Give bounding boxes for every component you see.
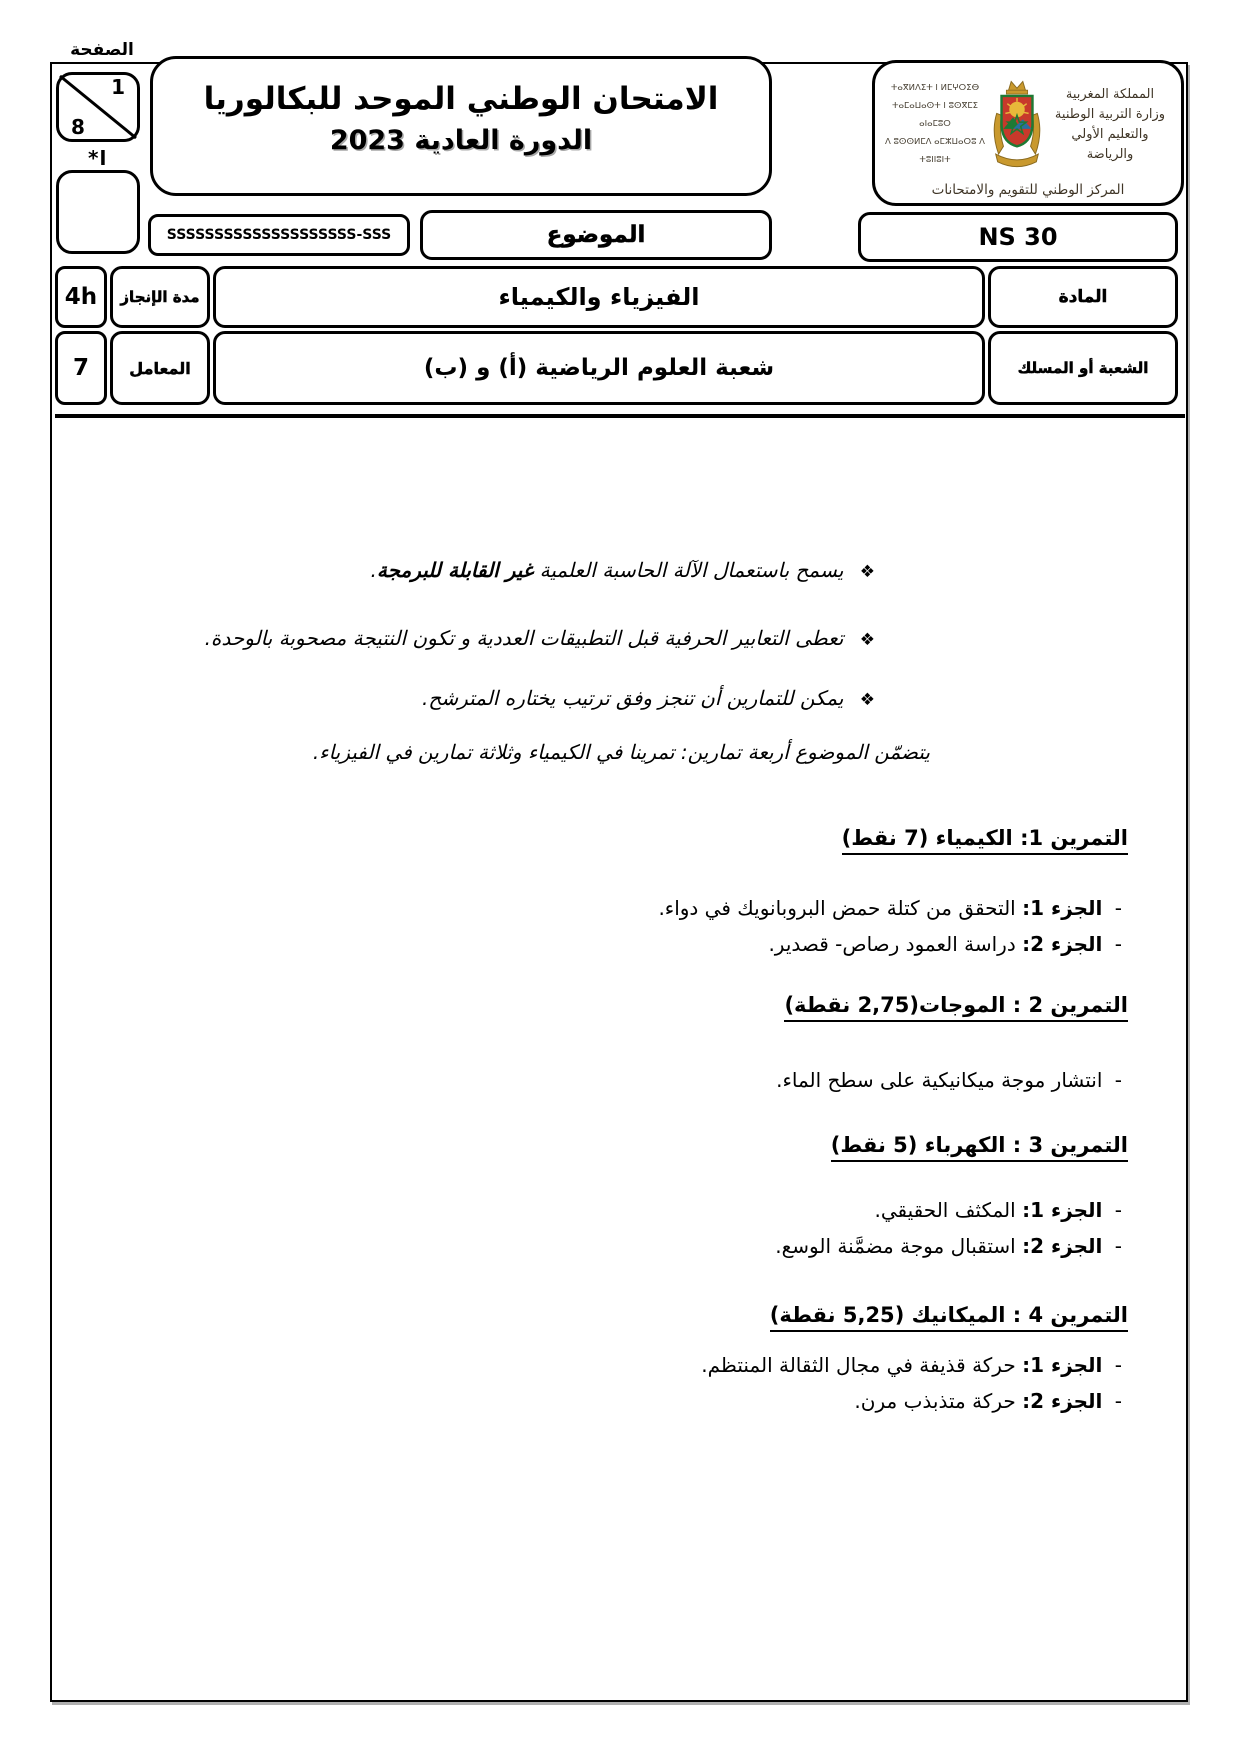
ministry-box — [872, 60, 1184, 206]
exercise-title: التمرين 3 : الكهرباء (5 نقط) — [831, 1133, 1128, 1162]
exercise-4-heading — [770, 1303, 1128, 1327]
dash-marker: - — [1114, 1198, 1122, 1222]
ministry-line: والتعليم الأولي والرياضة — [1071, 127, 1149, 163]
instruction-text: يسمح باستعمال الآلة الحاسبة العلمية — [533, 558, 844, 582]
exercise-part — [775, 1192, 1122, 1228]
dash-marker: - — [1114, 896, 1122, 920]
exercise-part — [701, 1383, 1122, 1419]
part-text: دراسة العمود رصاص- قصدير. — [768, 932, 1023, 956]
footnote-letter: ا — [99, 146, 107, 170]
morocco-coat-of-arms-icon — [987, 75, 1047, 175]
exercise-1-parts — [658, 890, 1122, 962]
part-label: الجزء 2: — [1022, 932, 1103, 956]
diamond-bullet-icon: ❖ — [859, 630, 875, 650]
tifinagh-line: ⵜⴰⵎⴰⵡⴰⵙⵜ ⵏ ⵓⵙⴳⵎⵉ ⴰⵏⴰⵎⵓⵔ — [891, 101, 979, 130]
duration-value-box — [55, 266, 107, 328]
footnote-mark — [88, 146, 106, 170]
part-text: المكثف الحقيقي. — [874, 1198, 1023, 1222]
tifinagh-line: ⴷ ⵓⵙⵙⵍⵎⴷ ⴰⵎⵣⵡⴰⵔⵓ ⴷ ⵜⵓⵏⵏⵓⵏⵜ — [885, 136, 985, 165]
branch-value-box — [213, 331, 985, 405]
coefficient-value-box — [55, 331, 107, 405]
tifinagh-line: ⵜⴰⴳⵍⴷⵉⵜ ⵏ ⵍⵎⵖⵔⵉⴱ — [890, 83, 980, 94]
instruction-item-3 — [422, 686, 875, 710]
instruction-text-bold: غير القابلة للبرمجة — [376, 558, 534, 582]
dash-marker: - — [1114, 932, 1122, 956]
dash-marker: - — [1114, 1068, 1122, 1092]
ministry-header-row — [883, 69, 1173, 181]
part-label: الجزء 1: — [1022, 896, 1103, 920]
branch-label: الشعبة أو المسلك — [1017, 359, 1149, 377]
ministry-line: المملكة المغربية — [1065, 86, 1155, 102]
page-total: 8 — [71, 115, 85, 139]
instruction-item-1 — [371, 558, 875, 582]
subject-value-box — [213, 266, 985, 328]
exam-title: الامتحان الوطني الموحد للبكالوريا — [203, 81, 719, 117]
coefficient-value: 7 — [72, 355, 89, 381]
part-text: انتشار موجة ميكانيكية على سطح الماء. — [776, 1068, 1103, 1092]
candidate-code-box — [148, 214, 410, 256]
page-current: 1 — [111, 75, 125, 99]
subject-sheet-label: الموضوع — [546, 222, 646, 248]
ministry-line: وزارة التربية الوطنية — [1054, 106, 1166, 122]
diamond-bullet-icon: ❖ — [859, 562, 875, 582]
candidate-code: SSSSSSSSSSSSSSSSSSSS-SSS — [166, 227, 392, 243]
part-label: الجزء 1: — [1022, 1198, 1103, 1222]
subject-label-box — [988, 266, 1178, 328]
exercise-part — [658, 890, 1122, 926]
part-label: الجزء 1: — [1022, 1353, 1103, 1377]
dash-marker: - — [1114, 1234, 1122, 1258]
diamond-bullet-icon: ❖ — [859, 690, 875, 710]
part-label: الجزء 2: — [1022, 1234, 1103, 1258]
exercise-title: التمرين 4 : الميكانيك (5,25 نقطة) — [770, 1303, 1128, 1332]
branch-label-box — [988, 331, 1178, 405]
instruction-text: يمكن للتمارين أن تنجز وفق ترتيب يختاره المترشح. — [422, 686, 844, 710]
reference-code: NS 30 — [978, 223, 1058, 251]
instruction-text-end: . — [370, 558, 377, 582]
page-number-label: الصفحة — [70, 40, 134, 60]
part-text: حركة متذبذب مرن. — [854, 1389, 1023, 1413]
duration-value: 4h — [64, 284, 98, 310]
subject-sheet-box — [420, 210, 772, 260]
coefficient-label: المعامل — [129, 358, 191, 378]
ministry-arabic-text — [1047, 85, 1173, 166]
header-separator — [55, 414, 1185, 418]
part-label: الجزء 2: — [1022, 1389, 1103, 1413]
exercise-title: التمرين 2 : الموجات(2,75 نقطة) — [784, 993, 1128, 1022]
subject-overview: يتضمّن الموضوع أربعة تمارين: تمرينا في الكيمياء وثلاثة تمارين في الفيزياء. — [312, 740, 930, 764]
exercise-4-parts — [701, 1347, 1122, 1419]
reference-box — [858, 212, 1178, 262]
footnote-star: * — [88, 146, 99, 170]
subject-value: الفيزياء والكيمياء — [498, 283, 700, 311]
exam-title-box — [150, 56, 772, 196]
coefficient-label-box — [110, 331, 210, 405]
exercise-3-heading — [831, 1133, 1128, 1157]
part-text: استقبال موجة مضمَّنة الوسع. — [775, 1234, 1023, 1258]
exercise-part — [775, 1228, 1122, 1264]
dash-marker: - — [1114, 1353, 1122, 1377]
empty-code-box — [56, 170, 140, 254]
duration-label-box — [110, 266, 210, 328]
instruction-text: تعطى التعابير الحرفية قبل التطبيقات العددية و تكون النتيجة مصحوبة بالوحدة. — [204, 626, 844, 650]
exercise-title: التمرين 1: الكيمياء (7 نقط) — [842, 826, 1128, 855]
part-text: التحقق من كتلة حمض البروبانويك في دواء. — [658, 896, 1023, 920]
ministry-tifinagh-text — [883, 80, 987, 169]
exercise-part — [776, 1062, 1122, 1098]
subject-label: المادة — [1058, 287, 1108, 307]
exercise-2-heading — [784, 993, 1128, 1017]
duration-label: مدة الإنجاز — [120, 288, 200, 306]
exercise-part — [701, 1347, 1122, 1383]
exercise-2-parts — [776, 1062, 1122, 1098]
exercise-part — [658, 926, 1122, 962]
exercise-1-heading — [842, 826, 1128, 850]
part-text: حركة قذيفة في مجال الثقالة المنتظم. — [701, 1353, 1023, 1377]
ministry-center-name: المركز الوطني للتقويم والامتحانات — [931, 182, 1125, 198]
dash-marker: - — [1114, 1389, 1122, 1413]
branch-value: شعبة العلوم الرياضية (أ) و (ب) — [423, 355, 775, 381]
page-fraction-box — [56, 72, 140, 142]
exam-session: الدورة العادية 2023 — [329, 125, 593, 156]
exercise-3-parts — [775, 1192, 1122, 1264]
instruction-item-2 — [205, 626, 875, 650]
